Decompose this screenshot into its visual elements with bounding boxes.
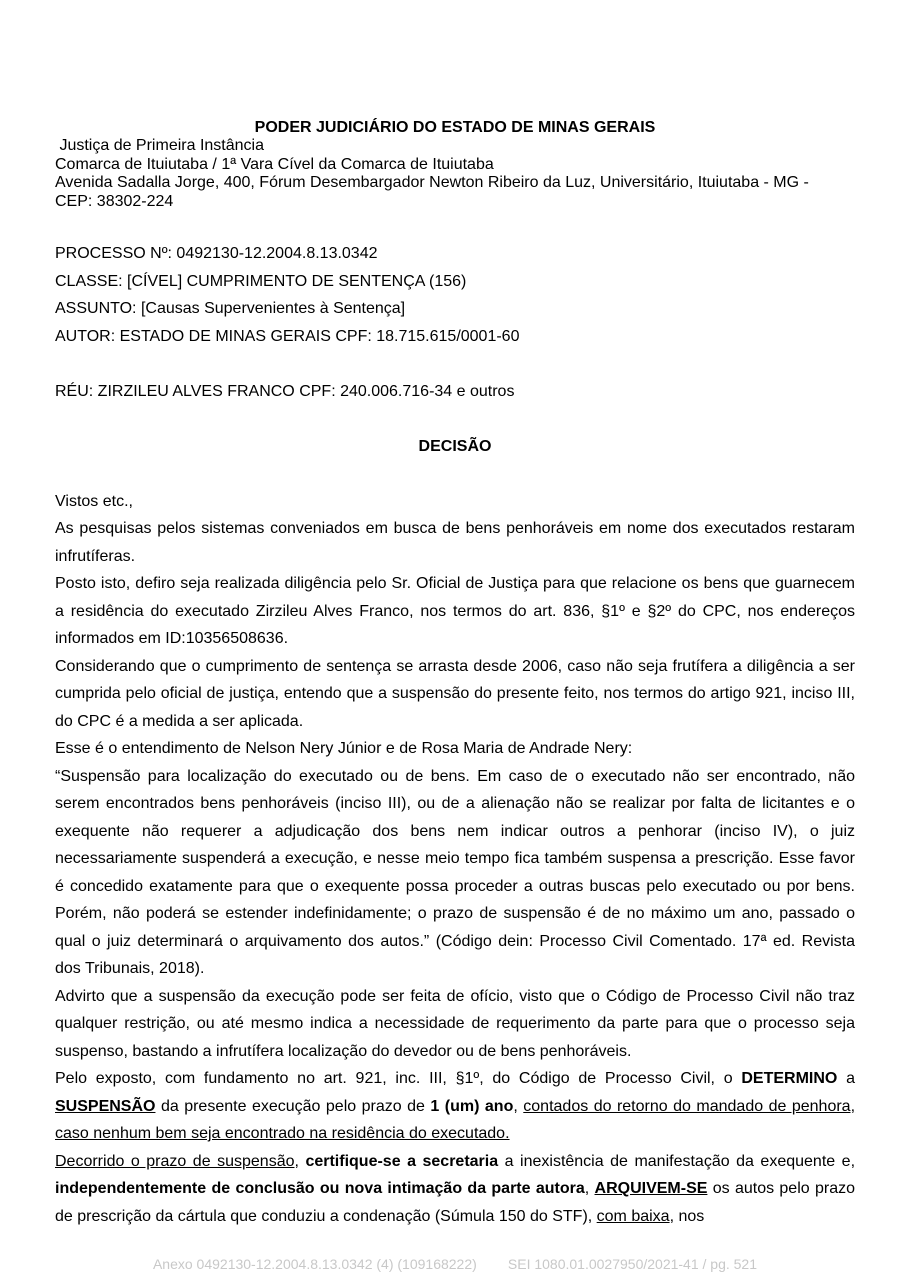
underlined-text: Decorrido o prazo de suspensão <box>55 1152 295 1170</box>
case-classe: CLASSE: [CÍVEL] CUMPRIMENTO DE SENTENÇA (156) <box>55 272 467 290</box>
underlined-text: com baixa <box>596 1207 670 1225</box>
document-page <box>55 118 855 1230</box>
bold-text: certifique-se a secretaria <box>305 1152 499 1170</box>
text-run: a <box>837 1070 856 1087</box>
court-district: Comarca de Ituiutaba / 1ª Vara Cível da Comarca de Ituiutaba <box>55 155 494 173</box>
paragraph-quotation: “Suspensão para localização do executado ou de bens. Em caso de o executado não ser encontrado, não serem encontrados bens penhoráveis (inciso III), ou de a alienação não se realizar por falta de licitantes e o exequente não requerer a adjudicação dos bens nem indicar outros a penhorar (inciso IV), o juiz necessariamente suspenderá a execução, e nesse meio tempo fica também suspensa a prescrição. Esse favor é concedido exatamente para que o exequente possa proceder a outras buscas pelo executado ou por bens. Porém, não poderá se estender indefinidamente; o prazo de suspensão é de no máximo um ano, passado o qual o juiz determinará o arquivamento dos autos.” (Código dein: Processo Civil Comentado. 17ª ed. Revista dos Tribunais, 2018). <box>55 767 855 977</box>
underlined-text: contados do retorno do mandado de penhora, caso nenhum bem seja encontrado na residência do executado. <box>55 1097 856 1142</box>
paragraph-warning: Advirto que a suspensão da execução pode ser feita de ofício, visto que o Código de Processo Civil não traz qualquer restrição, ou até mesmo indica a necessidade de requerimento da parte para que o processo seja suspenso, bastando a infrutífera localização do devedor ou de bens penhoráveis. <box>55 987 855 1060</box>
bold-text: independentemente de conclusão ou nova intimação da parte autora <box>55 1180 585 1197</box>
page-footer: Anexo 0492130-12.2004.8.13.0342 (4) (109168222) SEI 1080.01.0027950/2021-41 / pg. 521 <box>152 1256 758 1272</box>
decision-title: DECISÃO <box>418 437 492 455</box>
text-run: da presente execução pelo prazo de <box>155 1097 431 1115</box>
text-run: a inexistência de manifestação da exequente e, <box>498 1152 856 1170</box>
bold-text: DETERMINO <box>741 1070 838 1087</box>
text-run: , <box>584 1180 595 1197</box>
text-run: , nos <box>669 1207 705 1225</box>
text-run: , <box>294 1152 306 1170</box>
court-instance: Justiça de Primeira Instância <box>55 137 264 154</box>
paragraph-archive <box>55 1148 855 1231</box>
paragraph-diligence: Posto isto, defiro seja realizada diligência pelo Sr. Oficial de Justiça para que relacione os bens que guarnecem a residência do executado Zirzileu Alves Franco, nos termos do art. 836, §1º e §2º do CPC, nos endereços informados em ID:10356508636. <box>55 575 855 647</box>
paragraph-considering: Considerando que o cumprimento de sentença se arrasta desde 2006, caso não seja frutífera a diligência a ser cumprida pelo oficial de justiça, entendo que a suspensão do presente feito, nos termos do artigo 921, inciso III, do CPC é a medida a ser aplicada. <box>55 657 855 730</box>
case-autor: AUTOR: ESTADO DE MINAS GERAIS CPF: 18.715.615/0001-60 <box>55 327 520 345</box>
text-run: Pelo exposto, com fundamento no art. 921, inc. III, §1º, do Código de Processo Civil, o <box>55 1070 742 1087</box>
paragraph-opening: Vistos etc., <box>55 492 133 510</box>
text-run: os autos pelo prazo de prescrição da cártula que conduziu a condenação (Súmula 150 do STF), <box>55 1180 856 1225</box>
court-address-line-1: Avenida Sadalla Jorge, 400, Fórum Desembargador Newton Ribeiro da Luz, Universitário, Ituiutaba - MG - <box>55 174 809 191</box>
case-reu: RÉU: ZIRZILEU ALVES FRANCO CPF: 240.006.716-34 e outros <box>55 382 515 400</box>
case-processo: PROCESSO Nº: 0492130-12.2004.8.13.0342 <box>55 245 378 262</box>
court-title: PODER JUDICIÁRIO DO ESTADO DE MINAS GERAIS <box>254 119 656 136</box>
paragraph-searches: As pesquisas pelos sistemas conveniados em busca de bens penhoráveis em nome dos executados restaram infrutíferas. <box>55 520 855 565</box>
bold-text: 1 (um) ano <box>430 1097 514 1115</box>
case-assunto: ASSUNTO: [Causas Supervenientes à Sentença] <box>55 300 406 317</box>
text-run: , <box>513 1097 524 1115</box>
bold-underlined-text: SUSPENSÃO <box>55 1097 156 1115</box>
paragraph-determination <box>55 1065 855 1148</box>
paragraph-doctrine-intro: Esse é o entendimento de Nelson Nery Júnior e de Rosa Maria de Andrade Nery: <box>55 740 633 757</box>
court-address-line-2: CEP: 38302-224 <box>55 192 174 210</box>
bold-underlined-text: ARQUIVEM-SE <box>594 1180 708 1197</box>
